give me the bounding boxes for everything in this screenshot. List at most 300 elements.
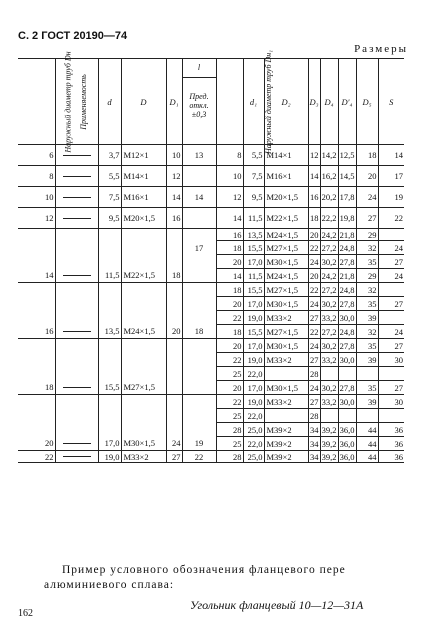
cell-D2: M27×1,5 <box>264 325 308 339</box>
cell-D4 <box>320 409 338 423</box>
cell-D <box>121 283 166 297</box>
cell-prim <box>55 229 98 241</box>
cell-n <box>18 255 55 269</box>
cell-D4: 33,2 <box>321 354 337 365</box>
cell-D4p: 21,8 <box>339 270 355 281</box>
cell-D4p: 24,8 <box>339 284 355 295</box>
table-row <box>18 145 404 166</box>
table-row <box>18 208 404 229</box>
cell-D: M20×1,5 <box>121 208 166 229</box>
cell-D2: M14×1 <box>264 145 308 166</box>
cell-D2: M22×1,5 <box>264 208 308 229</box>
cell-D4: 30,2 <box>321 340 337 351</box>
cell-D5: 18 <box>356 145 378 166</box>
cell-l <box>182 166 216 187</box>
cell-D: M14×1 <box>121 166 166 187</box>
cell-d <box>98 339 121 353</box>
cell-dn1: 25 <box>216 367 243 381</box>
cell-D4p: 19,8 <box>338 208 356 229</box>
table-row <box>18 381 404 395</box>
cell-D3: 20 <box>310 270 319 281</box>
cell-D5: 32 <box>356 325 378 339</box>
cell-d: 17,0 <box>98 437 121 451</box>
cell-prim <box>55 395 98 409</box>
cell-S: 19 <box>378 187 404 208</box>
cell-D4p: 27,8 <box>339 340 355 351</box>
cell-dn1: 12 <box>216 187 243 208</box>
cell-D4: 33,2 <box>321 312 337 323</box>
cell-D <box>121 353 166 367</box>
cell-D3: 22 <box>310 284 319 295</box>
cell-D5: 32 <box>356 241 378 255</box>
cell-d <box>98 409 121 423</box>
cell-D4: 27,2 <box>321 284 337 295</box>
cell-S: 36 <box>378 423 404 437</box>
usage-dash <box>63 176 91 177</box>
cell-d <box>98 353 121 367</box>
cell-S: 27 <box>378 255 404 269</box>
cell-d1: 22,0 <box>243 409 264 423</box>
cell-l: 22 <box>182 451 216 463</box>
cell-prim <box>55 367 98 381</box>
cell-l <box>182 297 216 311</box>
cell-D1: 10 <box>166 145 182 166</box>
cell-D1 <box>166 423 182 437</box>
cell-l <box>182 409 216 423</box>
cell-D3: 18 <box>308 208 320 229</box>
cell-D5: 20 <box>356 166 378 187</box>
header-D: D <box>121 59 166 145</box>
cell-D3: 24 <box>310 340 319 351</box>
cell-prim <box>55 311 98 325</box>
table-row <box>18 283 404 297</box>
cell-prim <box>55 381 98 395</box>
cell-D3: 34 <box>310 451 319 462</box>
table-row <box>18 229 404 241</box>
cell-D <box>121 339 166 353</box>
cell-S <box>378 311 404 325</box>
cell-l: 19 <box>182 437 216 451</box>
cell-D4p <box>338 367 356 381</box>
cell-D4: 30,2 <box>321 382 337 393</box>
cell-d <box>98 395 121 409</box>
cell-D: M16×1 <box>121 187 166 208</box>
cell-d: 9,5 <box>98 208 121 229</box>
cell-dn1: 22 <box>216 311 243 325</box>
cell-D4: 24,2 <box>321 229 337 240</box>
cell-D3: 27 <box>310 354 319 365</box>
cell-d <box>98 423 121 437</box>
cell-dn1: 28 <box>216 423 243 437</box>
cell-D1: 24 <box>166 437 182 451</box>
cell-l <box>182 283 216 297</box>
cell-l: 13 <box>182 145 216 166</box>
cell-D2: M30×1,5 <box>264 255 308 269</box>
usage-dash <box>63 155 91 156</box>
cell-d1: 15,5 <box>243 283 264 297</box>
cell-d1: 5,5 <box>243 145 264 166</box>
cell-D1 <box>166 283 182 297</box>
header-D2: D₂ <box>264 59 308 145</box>
table-row <box>18 325 404 339</box>
cell-prim <box>55 269 98 283</box>
cell-D3: 28 <box>310 368 319 379</box>
cell-D <box>121 367 166 381</box>
cell-D4: 30,2 <box>321 298 337 309</box>
cell-d <box>98 241 121 255</box>
cell-S <box>378 283 404 297</box>
cell-D4p: 24,8 <box>339 326 355 337</box>
cell-D5: 29 <box>356 269 378 283</box>
cell-dn1: 20 <box>216 381 243 395</box>
cell-d1: 17,0 <box>243 381 264 395</box>
cell-n <box>18 353 55 367</box>
cell-D3: 24 <box>310 298 319 309</box>
cell-D3: 27 <box>310 396 319 407</box>
cell-D4: 39,2 <box>321 424 337 435</box>
cell-D4: 27,2 <box>321 326 337 337</box>
cell-D4p: 36,0 <box>339 438 355 449</box>
cell-D1 <box>166 381 182 395</box>
cell-prim <box>55 409 98 423</box>
cell-D2: M27×1,5 <box>264 241 308 255</box>
cell-S <box>378 367 404 381</box>
cell-D1: 16 <box>166 208 182 229</box>
cell-D2 <box>264 409 308 423</box>
cell-S: 17 <box>378 166 404 187</box>
note-line-2: алюминиевого сплава: <box>44 579 175 591</box>
cell-D3: 22 <box>310 242 319 253</box>
cell-D: M33×2 <box>121 451 166 463</box>
cell-n: 22 <box>18 451 55 463</box>
cell-D5: 44 <box>356 451 378 463</box>
cell-D3: 22 <box>310 326 319 337</box>
cell-prim <box>55 437 98 451</box>
cell-D4p: 36,0 <box>339 451 355 462</box>
cell-D5 <box>356 409 378 423</box>
cell-S: 24 <box>378 241 404 255</box>
cell-D: M24×1,5 <box>121 325 166 339</box>
cell-d1: 19,0 <box>243 311 264 325</box>
cell-d: 7,5 <box>98 187 121 208</box>
cell-D4p: 30,0 <box>339 312 355 323</box>
cell-D1: 27 <box>166 451 182 463</box>
cell-D <box>121 409 166 423</box>
cell-dn1: 14 <box>216 208 243 229</box>
cell-D4p <box>338 409 356 423</box>
cell-d <box>98 283 121 297</box>
cell-d <box>98 255 121 269</box>
cell-D4 <box>320 367 338 381</box>
cell-D2: M24×1,5 <box>264 269 308 283</box>
usage-dash <box>63 443 91 444</box>
cell-l: 17 <box>182 241 216 255</box>
cell-D3: 20 <box>310 229 319 240</box>
header-d1: d₁ <box>243 59 264 145</box>
cell-dn1: 20 <box>216 297 243 311</box>
cell-d1: 15,5 <box>243 241 264 255</box>
cell-d <box>98 229 121 241</box>
cell-D5: 32 <box>356 283 378 297</box>
cell-D3: 24 <box>310 256 319 267</box>
table-row <box>18 409 404 423</box>
cell-d: 19,0 <box>98 451 121 463</box>
cell-D1 <box>166 311 182 325</box>
cell-D1: 12 <box>166 166 182 187</box>
header-D5: D₅ <box>356 59 378 145</box>
header-S: S <box>378 59 404 145</box>
cell-D5: 39 <box>356 395 378 409</box>
cell-prim <box>55 423 98 437</box>
cell-d1: 19,0 <box>243 395 264 409</box>
usage-dash <box>63 331 91 332</box>
cell-D5: 35 <box>356 339 378 353</box>
cell-D1 <box>166 297 182 311</box>
cell-D1: 18 <box>166 269 182 283</box>
cell-S: 24 <box>378 325 404 339</box>
cell-dn1: 22 <box>216 395 243 409</box>
cell-l <box>182 423 216 437</box>
cell-D1 <box>166 395 182 409</box>
cell-dn1: 28 <box>216 451 243 463</box>
table-row <box>18 241 404 255</box>
cell-l <box>182 381 216 395</box>
cell-D1 <box>166 229 182 241</box>
usage-dash <box>63 387 91 388</box>
cell-n <box>18 367 55 381</box>
cell-prim <box>55 145 98 166</box>
cell-D3: 27 <box>310 312 319 323</box>
cell-D5: 44 <box>356 437 378 451</box>
cell-d1: 13,5 <box>243 229 264 241</box>
cell-n: 6 <box>18 145 55 166</box>
cell-D1: 14 <box>166 187 182 208</box>
cell-D: M12×1 <box>121 145 166 166</box>
cell-D <box>121 229 166 241</box>
cell-D4: 39,2 <box>321 438 337 449</box>
cell-S: 30 <box>378 395 404 409</box>
cell-n: 12 <box>18 208 55 229</box>
cell-d: 11,5 <box>98 269 121 283</box>
cell-D: M22×1,5 <box>121 269 166 283</box>
cell-l <box>182 208 216 229</box>
cell-l <box>182 339 216 353</box>
cell-S: 27 <box>378 381 404 395</box>
table-header-row <box>18 59 404 145</box>
table-row <box>18 269 404 283</box>
cell-dn1: 10 <box>216 166 243 187</box>
cell-S <box>378 229 404 241</box>
cell-n <box>18 229 55 241</box>
cell-S: 27 <box>378 339 404 353</box>
cell-n: 10 <box>18 187 55 208</box>
cell-D2: M39×2 <box>264 437 308 451</box>
cell-D4p: 14,5 <box>338 166 356 187</box>
dimensions-label: Размеры <box>354 43 408 55</box>
cell-D4p: 36,0 <box>339 424 355 435</box>
cell-D3: 16 <box>308 187 320 208</box>
cell-l <box>182 311 216 325</box>
cell-l <box>182 367 216 381</box>
cell-D <box>121 241 166 255</box>
cell-d1: 11,5 <box>243 208 264 229</box>
cell-dn1: 18 <box>216 325 243 339</box>
cell-n: 14 <box>18 269 55 283</box>
cell-prim <box>55 297 98 311</box>
cell-D4: 24,2 <box>321 270 337 281</box>
cell-prim <box>55 241 98 255</box>
cell-D2: M33×2 <box>264 395 308 409</box>
designation-example: Угольник фланцевый 10—12—31А <box>190 598 364 612</box>
cell-D1 <box>166 367 182 381</box>
cell-d1: 25,0 <box>243 423 264 437</box>
cell-S: 22 <box>378 208 404 229</box>
cell-prim <box>55 187 98 208</box>
cell-prim <box>55 208 98 229</box>
cell-prim <box>55 339 98 353</box>
cell-D5: 29 <box>356 229 378 241</box>
cell-d1: 11,5 <box>243 269 264 283</box>
cell-n <box>18 395 55 409</box>
usage-dash <box>63 275 91 276</box>
cell-D <box>121 395 166 409</box>
table-row <box>18 339 404 353</box>
cell-n: 8 <box>18 166 55 187</box>
cell-D: M30×1,5 <box>121 437 166 451</box>
cell-D3: 14 <box>308 166 320 187</box>
table-row <box>18 311 404 325</box>
cell-l <box>182 353 216 367</box>
usage-dash <box>63 456 91 457</box>
table-row <box>18 423 404 437</box>
cell-D4p: 17,8 <box>338 187 356 208</box>
cell-D4p: 12,5 <box>338 145 356 166</box>
cell-D5: 44 <box>356 423 378 437</box>
cell-d1: 7,5 <box>243 166 264 187</box>
cell-d1: 22,0 <box>243 367 264 381</box>
cell-D2: M30×1,5 <box>264 339 308 353</box>
cell-D3: 12 <box>308 145 320 166</box>
cell-D4: 16,2 <box>320 166 338 187</box>
cell-prim <box>55 451 98 463</box>
cell-D4: 27,2 <box>321 242 337 253</box>
cell-S: 36 <box>378 437 404 451</box>
header-dn1: Наружный диаметр труб Dн₁ <box>216 59 243 145</box>
usage-dash <box>63 197 91 198</box>
table-row <box>18 353 404 367</box>
cell-d1: 17,0 <box>243 297 264 311</box>
cell-D1 <box>166 409 182 423</box>
cell-D4p: 30,0 <box>339 396 355 407</box>
table-row <box>18 437 404 451</box>
header-D1: D₁ <box>166 59 182 145</box>
cell-D4: 39,2 <box>321 451 337 462</box>
cell-D <box>121 255 166 269</box>
cell-D2: M30×1,5 <box>264 381 308 395</box>
header-l: l Пред. откл. ±0,3 <box>182 59 216 145</box>
cell-prim <box>55 255 98 269</box>
cell-D <box>121 423 166 437</box>
cell-D4p: 24,8 <box>339 242 355 253</box>
table-row <box>18 451 404 463</box>
cell-S: 27 <box>378 297 404 311</box>
cell-D2: M20×1,5 <box>264 187 308 208</box>
cell-D2: M16×1 <box>264 166 308 187</box>
cell-dn1: 25 <box>216 437 243 451</box>
cell-d1: 25,0 <box>243 451 264 463</box>
header-usage: Применяемость <box>55 59 98 145</box>
cell-D4p: 30,0 <box>339 354 355 365</box>
cell-dn1: 16 <box>216 229 243 241</box>
cell-dn1: 20 <box>216 255 243 269</box>
cell-prim <box>55 325 98 339</box>
cell-D4: 14,2 <box>320 145 338 166</box>
cell-D1 <box>166 353 182 367</box>
cell-D5: 35 <box>356 297 378 311</box>
cell-D1 <box>166 255 182 269</box>
cell-D4: 33,2 <box>321 396 337 407</box>
cell-S: 30 <box>378 353 404 367</box>
cell-S: 24 <box>378 269 404 283</box>
table-row <box>18 166 404 187</box>
cell-D2: M33×2 <box>264 311 308 325</box>
cell-n <box>18 311 55 325</box>
cell-D2: M33×2 <box>264 353 308 367</box>
cell-n: 18 <box>18 381 55 395</box>
usage-dash <box>63 218 91 219</box>
cell-D3: 34 <box>310 424 319 435</box>
cell-D5: 35 <box>356 381 378 395</box>
cell-D4: 22,2 <box>320 208 338 229</box>
cell-D4p: 27,8 <box>339 298 355 309</box>
cell-D1 <box>166 241 182 255</box>
cell-d1: 9,5 <box>243 187 264 208</box>
cell-d1: 15,5 <box>243 325 264 339</box>
cell-D3: 34 <box>310 438 319 449</box>
header-d: d <box>98 59 121 145</box>
cell-D1: 20 <box>166 325 182 339</box>
cell-dn1: 22 <box>216 353 243 367</box>
cell-D4p: 21,8 <box>339 229 355 240</box>
cell-D2: M39×2 <box>264 423 308 437</box>
cell-dn1: 14 <box>216 269 243 283</box>
cell-n: 20 <box>18 437 55 451</box>
cell-d: 5,5 <box>98 166 121 187</box>
cell-d <box>98 367 121 381</box>
cell-n <box>18 297 55 311</box>
page-header: С. 2 ГОСТ 20190—74 <box>18 30 128 42</box>
cell-dn1: 20 <box>216 339 243 353</box>
cell-l <box>182 229 216 241</box>
cell-D5 <box>356 367 378 381</box>
table-row <box>18 187 404 208</box>
cell-D5: 35 <box>356 255 378 269</box>
note-line-1: Пример условного обозначения фланцевого пере <box>62 564 346 576</box>
table-row <box>18 395 404 409</box>
cell-l <box>182 269 216 283</box>
header-D3: D₃ <box>308 59 320 145</box>
cell-dn1: 8 <box>216 145 243 166</box>
cell-D2: M24×1,5 <box>264 229 308 241</box>
dimensions-table <box>18 50 404 463</box>
table-row <box>18 297 404 311</box>
cell-l <box>182 255 216 269</box>
cell-prim <box>55 353 98 367</box>
cell-D4: 30,2 <box>321 256 337 267</box>
cell-D2: M30×1,5 <box>264 297 308 311</box>
header-D4: D₄ <box>320 59 338 145</box>
cell-D5: 24 <box>356 187 378 208</box>
